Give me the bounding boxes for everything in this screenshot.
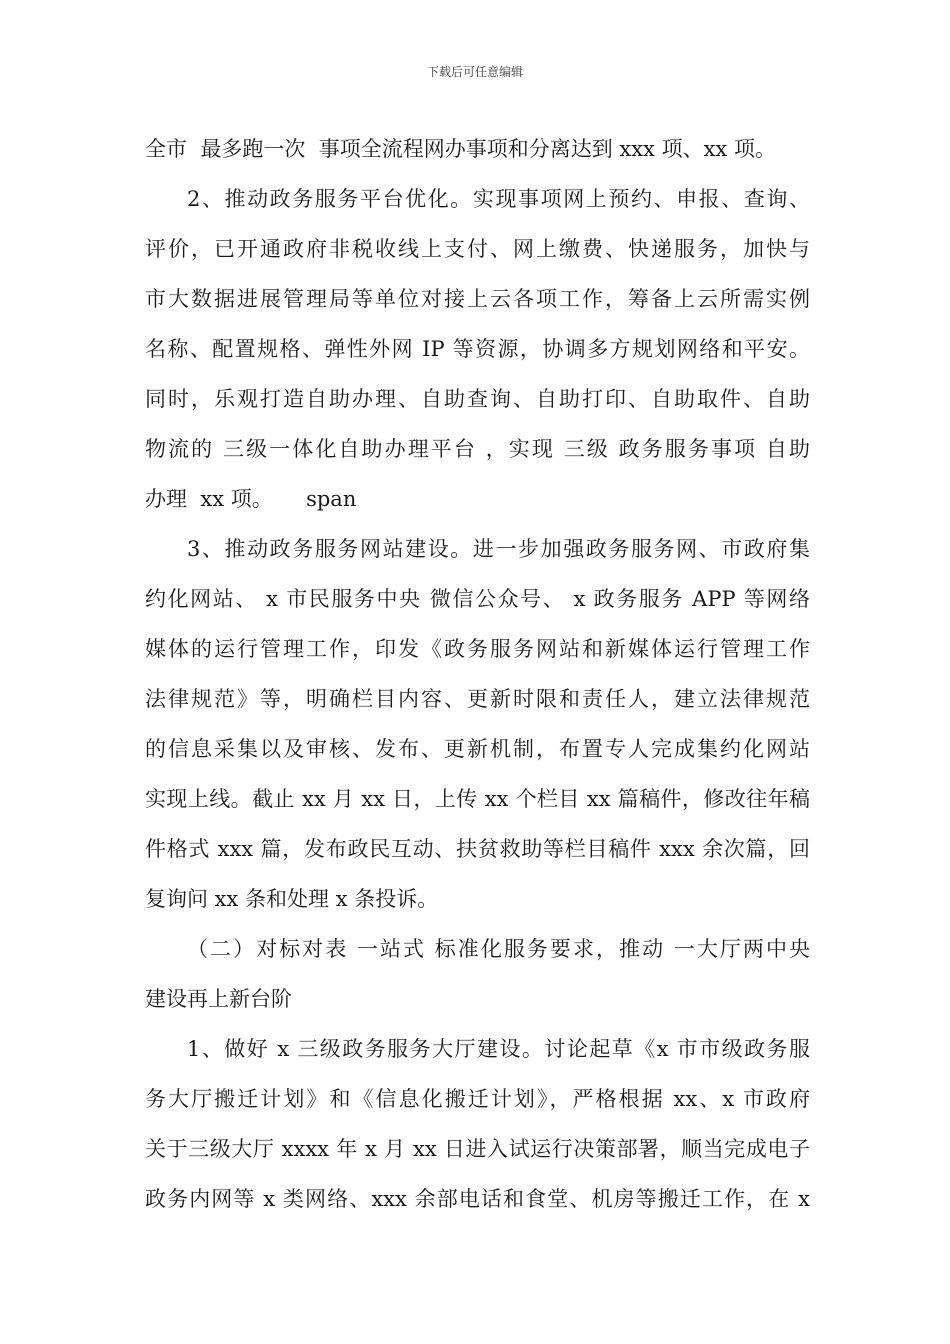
section-heading-line: 建设再上新台阶 bbox=[145, 987, 292, 1011]
section-heading-line: （二）对标对表 一站式 标准化服务要求，推动 一大厅两中央 bbox=[187, 937, 810, 961]
paragraph-line: 实现上线。截止 xx 月 xx 日，上传 xx 个栏目 xx 篇稿件，修改往年稿 bbox=[145, 787, 810, 811]
paragraph-line: 办理 xx 项。 span bbox=[145, 487, 357, 511]
paragraph-line: 名称、配置规格、弹性外网 IP 等资源，协调多方规划网络和平安。 bbox=[145, 337, 810, 361]
paragraph-line: 1、做好 x 三级政务服务大厅建设。讨论起草《x 市市级政务服 bbox=[187, 1037, 810, 1061]
paragraph-line: 约化网站、 x 市民服务中央 微信公众号、 x 政务服务 APP 等网络 bbox=[145, 587, 810, 611]
paragraph-line: 复询问 xx 条和处理 x 条投诉。 bbox=[145, 887, 439, 911]
paragraph-line: 3、推动政务服务网站建设。进一步加强政务服务网、市政府集 bbox=[187, 537, 810, 561]
paragraph-line: 政务内网等 x 类网络、xxx 余部电话和食堂、机房等搬迁工作，在 x bbox=[145, 1187, 810, 1211]
paragraph-line: 物流的 三级一体化自助办理平台 ，实现 三级 政务服务事项 自助 bbox=[145, 437, 810, 461]
paragraph-line: 法律规范》等，明确栏目内容、更新时限和责任人，建立法律规范 bbox=[145, 687, 810, 711]
page-header: 下载后可任意编辑 bbox=[426, 65, 523, 79]
paragraph-line: 同时，乐观打造自助办理、自助查询、自助打印、自助取件、自助 bbox=[145, 387, 810, 411]
document-body bbox=[145, 124, 810, 1224]
paragraph-line: 2、推动政务服务平台优化。实现事项网上预约、申报、查询、 bbox=[187, 187, 810, 211]
paragraph-line: 市大数据进展管理局等单位对接上云各项工作，筹备上云所需实例 bbox=[145, 287, 810, 311]
paragraph-line: 关于三级大厅 xxxx 年 x 月 xx 日进入试运行决策部署，顺当完成电子 bbox=[145, 1137, 810, 1161]
paragraph-line: 务大厅搬迁计划》和《信息化搬迁计划》，严格根据 xx、x 市政府 bbox=[145, 1087, 810, 1111]
paragraph-line: 评价，已开通政府非税收线上支付、网上缴费、快递服务，加快与 bbox=[145, 237, 810, 261]
paragraph-line: 件格式 xxx 篇，发布政民互动、扶贫救助等栏目稿件 xxx 余次篇，回 bbox=[145, 837, 810, 861]
paragraph-line: 全市 最多跑一次 事项全流程网办事项和分离达到 xxx 项、xx 项。 bbox=[145, 137, 776, 161]
paragraph-line: 媒体的运行管理工作，印发《政务服务网站和新媒体运行管理工作 bbox=[145, 637, 810, 661]
paragraph-line: 的信息采集以及审核、发布、更新机制，布置专人完成集约化网站 bbox=[145, 737, 810, 761]
